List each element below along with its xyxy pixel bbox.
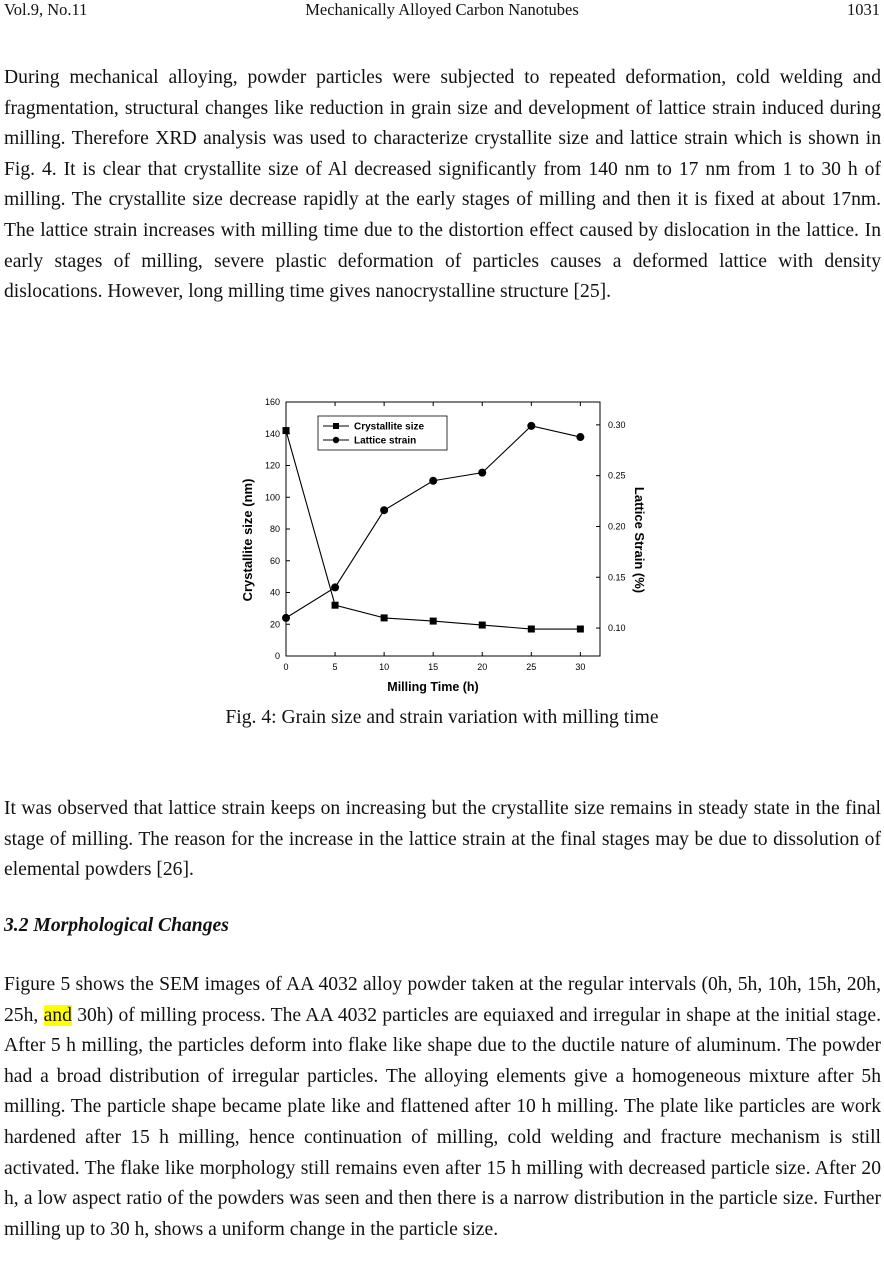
lattice-strain-point — [527, 422, 535, 430]
crystallite-size-point — [577, 626, 584, 633]
y-axis-label-right: Lattice Strain (%) — [632, 486, 647, 594]
y2-tick-label: 0.15 — [608, 572, 626, 583]
y2-tick-label: 0.25 — [608, 470, 626, 481]
x-tick-label: 0 — [283, 662, 289, 672]
legend-circle-marker — [333, 437, 339, 443]
y-tick-label: 60 — [269, 555, 280, 566]
figure-caption: Fig. 4: Grain size and strain variation with milling time — [225, 707, 659, 728]
crystallite-size-point — [528, 626, 535, 633]
running-header-left: Vol.9, No.11 — [4, 0, 88, 19]
crystallite-size-point — [381, 614, 388, 621]
series-line-crystallite-size — [286, 431, 580, 629]
lattice-strain-point — [331, 583, 339, 591]
figure-4-chart — [228, 392, 658, 699]
series-markers — [282, 422, 584, 633]
x-tick-label: 5 — [332, 662, 338, 672]
highlighted-word: and — [43, 1004, 72, 1026]
paragraph-morphology-start: Figure 5 shows the SEM images of AA 4032 alloy powder taken at the regular intervals (0h, 5h, 10h, 15h, 20h, 25h, — [4, 974, 881, 1026]
x-axis-label: Milling Time (h) — [387, 680, 479, 694]
y-axis-label-left: Crystallite size (nm) — [240, 478, 255, 602]
x-tick-label: 20 — [477, 662, 488, 672]
x-tick-label: 15 — [428, 662, 439, 672]
legend-label: Crystallite size — [354, 421, 425, 433]
paragraph-steady-state: It was observed that lattice strain keeps on increasing but the crystallite size remains in steady state in the final stage of milling. The reason for the increase in the lattice strain at the final stages may be due to dissolution of elemental powders [26]. — [4, 798, 881, 881]
lattice-strain-point — [380, 506, 388, 514]
y-tick-label: 160 — [264, 397, 280, 407]
page-number: 1031 — [847, 0, 880, 19]
y2-tick-label: 0.10 — [608, 623, 626, 634]
y2-tick-label: 0.20 — [608, 521, 626, 532]
legend-label: Lattice strain — [354, 435, 417, 447]
y-tick-label: 120 — [264, 460, 280, 471]
y-tick-label: 0 — [274, 651, 280, 661]
lattice-strain-point — [576, 433, 584, 441]
crystallite-size-point — [479, 622, 486, 629]
paragraph-morphology — [4, 970, 881, 1245]
legend — [318, 416, 447, 450]
lattice-strain-point — [429, 477, 437, 485]
y-tick-label: 140 — [264, 428, 280, 439]
y-tick-label: 20 — [269, 619, 280, 630]
y-tick-label: 80 — [269, 524, 280, 534]
running-header-title: Mechanically Alloyed Carbon Nanotubes — [305, 0, 579, 19]
y2-tick-label: 0.30 — [608, 419, 626, 430]
lattice-strain-point — [478, 469, 486, 477]
paragraph-xrd-analysis: During mechanical alloying, powder particles were subjected to repeated deformation, cold welding and fragmentation, structural changes like reduction in grain size and development of lattice strain induced during milling. Therefore XRD analysis was used to characterize crystallite size and lattice strain which is shown in Fig. 4. It is clear that crystallite size of Al decreased significantly from 140 nm to 17 nm from 1 to 30 h of milling. The crystallite size decrease rapidly at the early stages of milling and then it is fixed at about 17nm. The lattice strain increases with milling time due to the distortion effect caused by dislocation in the lattice. In early stages of milling, severe plastic deformation of particles causes a deformed lattice with density dislocations. However, long milling time gives nanocrystalline structure [25]. — [4, 67, 881, 303]
legend-square-marker — [333, 423, 339, 429]
crystallite-size-point — [430, 618, 437, 625]
x-tick-label: 30 — [575, 662, 586, 672]
x-tick-label: 10 — [379, 662, 390, 672]
lattice-strain-point — [282, 614, 290, 622]
crystallite-size-point — [283, 427, 290, 434]
y-tick-label: 100 — [264, 492, 280, 503]
y-tick-label: 40 — [269, 587, 280, 598]
series-lines — [286, 426, 580, 629]
x-tick-label: 25 — [526, 662, 537, 672]
paragraph-morphology-end: 30h) of milling process. The AA 4032 particles are equiaxed and irregular in shape at the initial stage. After 5 h milling, the particles deform into flake like shape due to the ductile nature of aluminum. The powder had a broad distribution of irregular particles. The alloying elements give a homogeneous mixture after 5h milling. The particle shape became plate like and flattened after 10 h milling. The plate like particles are work hardened after 15 h milling, hence continuation of milling, cold welding and fracture mechanism is still activated. The flake like morphology still remains even after 15 h milling with decreased particle size. After 20 h, a low aspect ratio of the powders was seen and then there is a narrow distribution in the particle size. Further milling up to 30 h, shows a uniform change in the particle size. — [4, 1004, 881, 1240]
crystallite-size-point — [332, 602, 339, 609]
section-heading: 3.2 Morphological Changes — [4, 915, 229, 936]
